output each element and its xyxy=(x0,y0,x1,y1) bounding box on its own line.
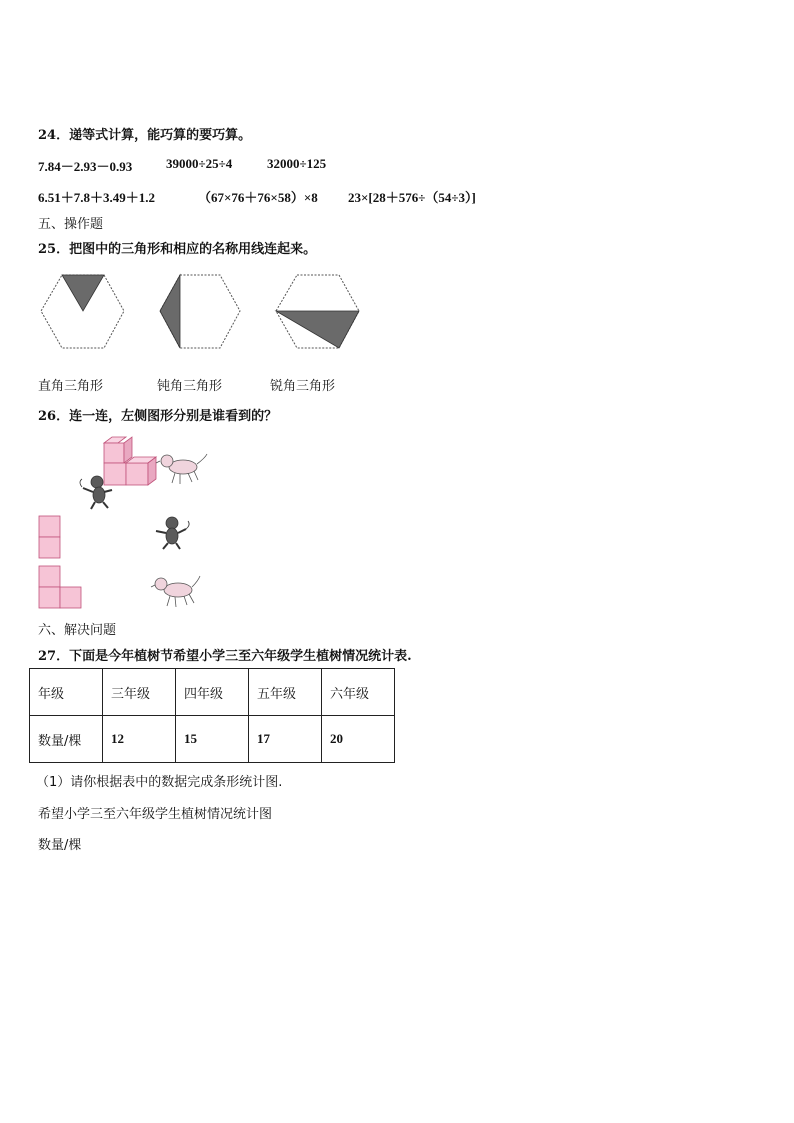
q25-title: 25．把图中的三角形和相应的名称用线连起来。 xyxy=(38,242,317,257)
table-cell: 20 xyxy=(322,716,395,763)
monkey-icon-2 xyxy=(156,517,189,549)
section-6-heading: 六、解决问题 xyxy=(38,623,117,638)
table-cell: 12 xyxy=(103,716,176,763)
table-row xyxy=(30,716,395,763)
table-cell: 六年级 xyxy=(322,669,395,716)
cube-stack-figure xyxy=(104,437,156,485)
table-cell: 三年级 xyxy=(103,669,176,716)
triangle-name-acute: 锐角三角形 xyxy=(270,379,336,394)
table-cell: 数量/棵 xyxy=(30,716,103,763)
q24-expr-6: 23×[28＋576÷（54÷3）] xyxy=(348,190,476,205)
q27-subquestion-1: （1）请你根据表中的数据完成条形统计图. xyxy=(36,775,283,790)
chart-y-unit: 数量/棵 xyxy=(38,838,82,853)
view-two-vertical-squares xyxy=(39,516,60,558)
q24-expr-1: 7.84－2.93－0.93 xyxy=(38,159,133,174)
table-cell: 五年级 xyxy=(249,669,322,716)
q24-expr-5: （67×76＋76×58）×8 xyxy=(198,190,318,205)
view-l-shape-squares xyxy=(39,566,81,608)
table-cell: 年级 xyxy=(30,669,103,716)
q24-expr-4: 6.51＋7.8＋3.49＋1.2 xyxy=(38,190,156,205)
q27-title: 27．下面是今年植树节希望小学三至六年级学生植树情况统计表. xyxy=(38,649,412,664)
dog-icon-2 xyxy=(151,576,200,607)
table-cell: 15 xyxy=(176,716,249,763)
chart-title: 希望小学三至六年级学生植树情况统计图 xyxy=(38,807,273,822)
section-5-heading: 五、操作题 xyxy=(38,217,104,232)
table-cell: 17 xyxy=(249,716,322,763)
table-row xyxy=(30,669,395,716)
q24-title: 24．递等式计算，能巧算的要巧算。 xyxy=(38,128,252,143)
tree-planting-table xyxy=(29,668,395,763)
q24-expr-2: 39000÷25÷4 xyxy=(166,156,233,171)
q26-title: 26．连一连，左侧图形分别是谁看到的？ xyxy=(38,409,278,424)
q24-expr-3: 32000÷125 xyxy=(267,156,327,171)
triangle-name-right: 直角三角形 xyxy=(38,379,104,394)
dog-icon xyxy=(156,454,207,484)
table-cell: 四年级 xyxy=(176,669,249,716)
triangle-name-obtuse: 钝角三角形 xyxy=(157,379,223,394)
